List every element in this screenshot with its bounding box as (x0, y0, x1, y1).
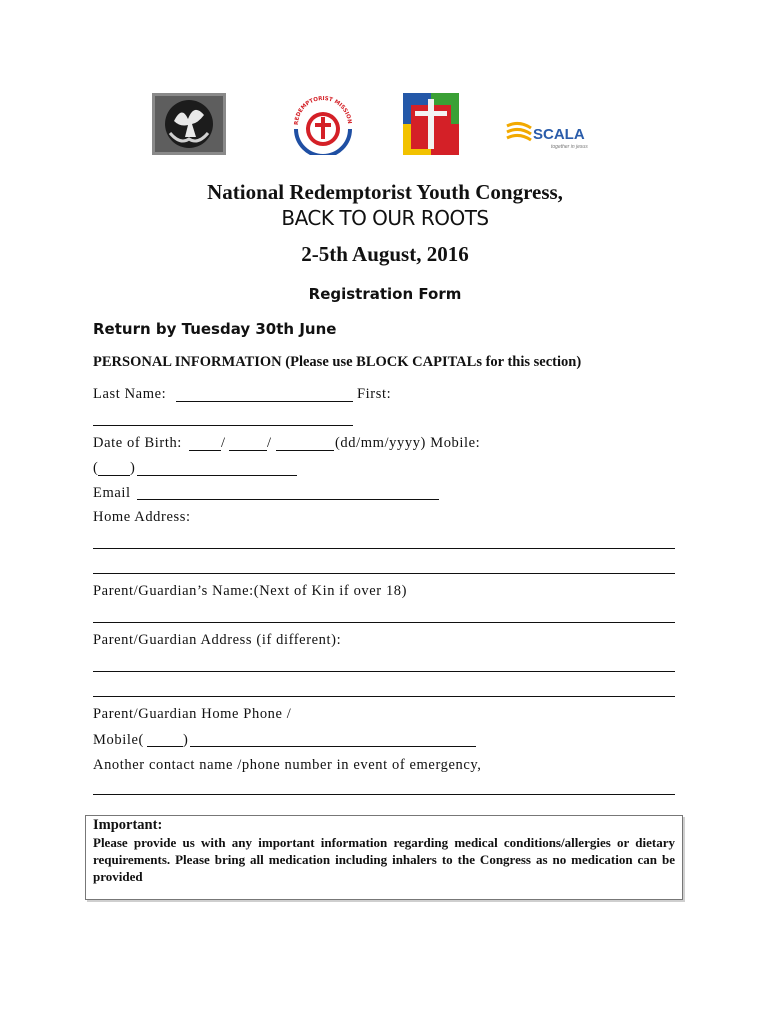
congress-title: National Redemptorist Youth Congress, (207, 180, 563, 204)
guardian-mobile-paren-close: ) (183, 732, 189, 748)
dove-logo (152, 93, 226, 155)
mobile-number-input[interactable] (137, 475, 297, 476)
dob-year-input[interactable] (276, 450, 334, 451)
important-text: Please provide us with any important information regarding medical conditions/allergies or dietary requirements. Please bring all medication including inhalers to the Congress as no medication can be provided (93, 835, 675, 884)
dob-format-mobile-label: (dd/mm/yyyy) Mobile: (335, 435, 481, 451)
emergency-contact-label: Another contact name /phone number in event of emergency, (93, 757, 482, 773)
congress-dates: 2-5th August, 2016 (301, 242, 469, 266)
dob-sep-1: / (221, 435, 226, 451)
last-name-input[interactable] (176, 401, 353, 402)
dob-month-input[interactable] (229, 450, 267, 451)
guardian-phone-label: Parent/Guardian Home Phone / (93, 706, 292, 722)
form-title: Registration Form (308, 285, 462, 303)
scala-tagline: together in jesus (551, 144, 588, 150)
home-address-label: Home Address: (93, 509, 191, 525)
dob-sep-2: / (267, 435, 272, 451)
redemptorist-logo-text: REDEMPTORIST MISSION (293, 95, 353, 126)
emergency-contact-input[interactable] (93, 794, 675, 795)
home-address-line-2[interactable] (93, 573, 675, 574)
cross-logo (403, 93, 459, 155)
guardian-mobile-label: Mobile( (93, 732, 144, 748)
guardian-address-line-2[interactable] (93, 696, 675, 697)
important-heading: Important: (93, 817, 163, 833)
return-by: Return by Tuesday 30th June (93, 320, 337, 338)
home-address-line-1[interactable] (93, 548, 675, 549)
scala-logo (505, 118, 593, 154)
mobile-paren-open: ( (93, 460, 99, 476)
dob-label: Date of Birth: (93, 435, 182, 451)
section-title: PERSONAL INFORMATION (Please use BLOCK CAPITALs for this section) (93, 354, 582, 370)
email-label: Email (93, 485, 131, 501)
dob-day-input[interactable] (189, 450, 221, 451)
first-name-input[interactable] (93, 425, 353, 426)
congress-theme: BACK TO OUR ROOTS (281, 206, 489, 230)
important-notice (85, 815, 683, 900)
email-input[interactable] (137, 499, 439, 500)
guardian-mobile-area-input[interactable] (147, 746, 183, 747)
guardian-mobile-number-input[interactable] (190, 746, 476, 747)
mobile-area-input[interactable] (98, 475, 130, 476)
scala-name: SCALA (533, 126, 585, 143)
guardian-name-input[interactable] (93, 622, 675, 623)
last-name-label: Last Name: (93, 386, 167, 402)
guardian-address-line-1[interactable] (93, 671, 675, 672)
first-name-label: First: (357, 386, 392, 402)
guardian-name-label: Parent/Guardian’s Name:(Next of Kin if over 18) (93, 583, 408, 599)
mobile-paren-close: ) (130, 460, 136, 476)
guardian-address-label: Parent/Guardian Address (if different): (93, 632, 342, 648)
redemptorist-missionaries-logo (290, 93, 356, 155)
